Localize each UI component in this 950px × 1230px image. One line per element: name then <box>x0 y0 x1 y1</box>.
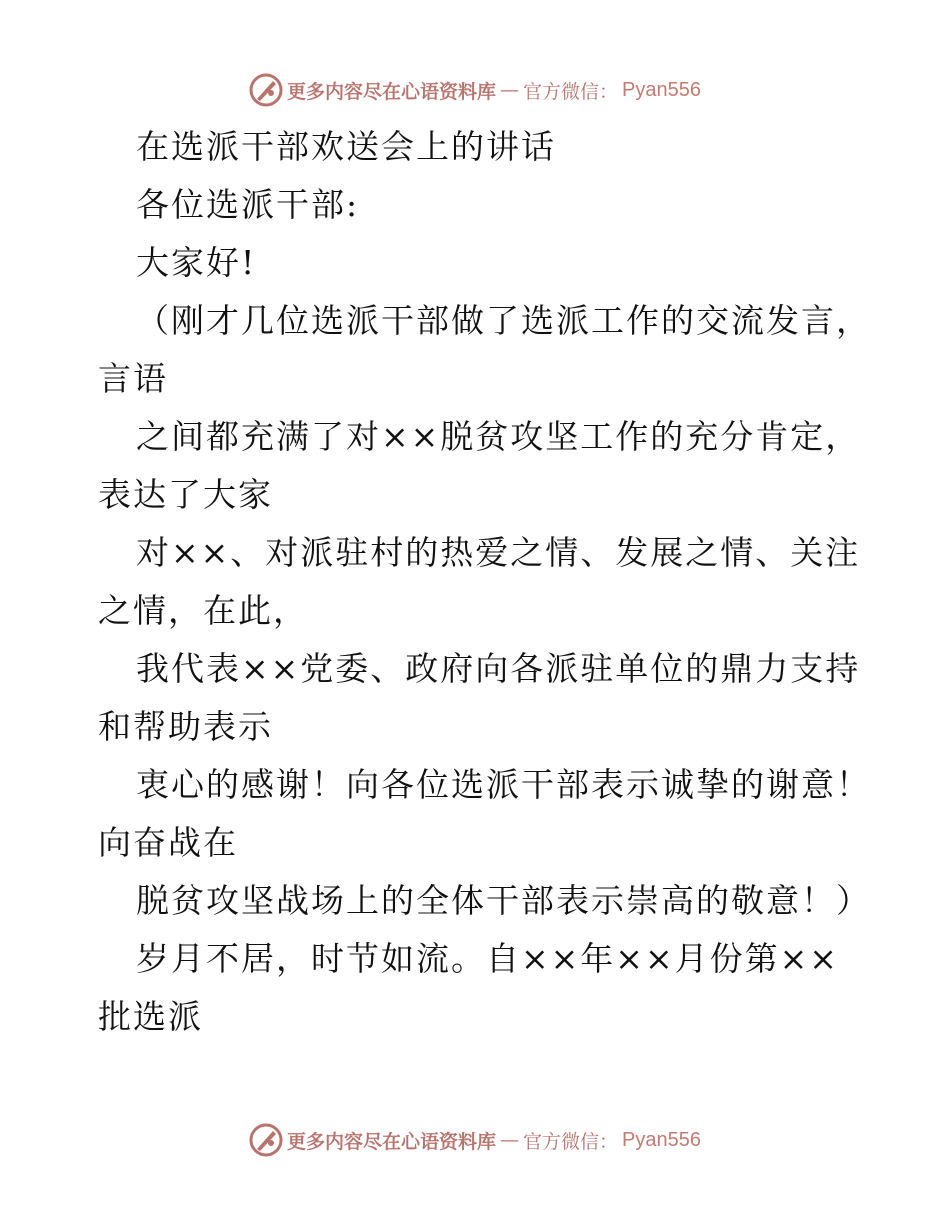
paragraph-line: 对××、对派驻村的热爱之情、发展之情、关注 <box>136 533 861 572</box>
paragraph-line: 表达了大家 <box>98 475 273 514</box>
paragraph-line: 和帮助表示 <box>98 707 273 746</box>
banner-wechat-label: 官方微信： <box>523 80 619 103</box>
banner-wechat-handle: Pyan556 <box>622 78 701 101</box>
salutation: 各位选派干部: <box>136 185 360 224</box>
banner-wechat-label: 官方微信： <box>523 1130 619 1153</box>
banner-text: 更多内容尽在心语资料库 <box>287 1130 497 1153</box>
banner-dash: — <box>500 1129 520 1151</box>
document-title: 在选派干部欢送会上的讲话 <box>136 127 556 166</box>
banner-dash: — <box>500 79 520 101</box>
banner-wechat-handle: Pyan556 <box>622 1128 701 1151</box>
paragraph-line: 岁月不居，时节如流。自××年××月份第×× <box>136 939 839 978</box>
quill-pen-logo-icon <box>249 1123 283 1157</box>
banner-text: 更多内容尽在心语资料库 <box>287 80 497 103</box>
quill-pen-logo-icon <box>249 73 283 107</box>
paragraph-line: 向奋战在 <box>98 823 238 862</box>
paragraph-line: 衷心的感谢！向各位选派干部表示诚挚的谢意！ <box>136 765 871 804</box>
greeting: 大家好! <box>136 243 257 282</box>
paragraph-line: 脱贫攻坚战场上的全体干部表示崇高的敬意！） <box>136 881 871 920</box>
paragraph-line: 批选派 <box>98 997 203 1036</box>
paragraph-line: 之情，在此， <box>98 591 308 630</box>
paragraph-line: 言语 <box>98 359 168 398</box>
paragraph-line: 我代表××党委、政府向各派驻单位的鼎力支持 <box>136 649 861 688</box>
header-banner <box>0 70 950 110</box>
paragraph-line: （刚才几位选派干部做了选派工作的交流发言， <box>136 301 871 340</box>
paragraph-line: 之间都充满了对××脱贫攻坚工作的充分肯定， <box>136 417 861 456</box>
document-body <box>98 118 878 1046</box>
footer-banner <box>0 1120 950 1160</box>
